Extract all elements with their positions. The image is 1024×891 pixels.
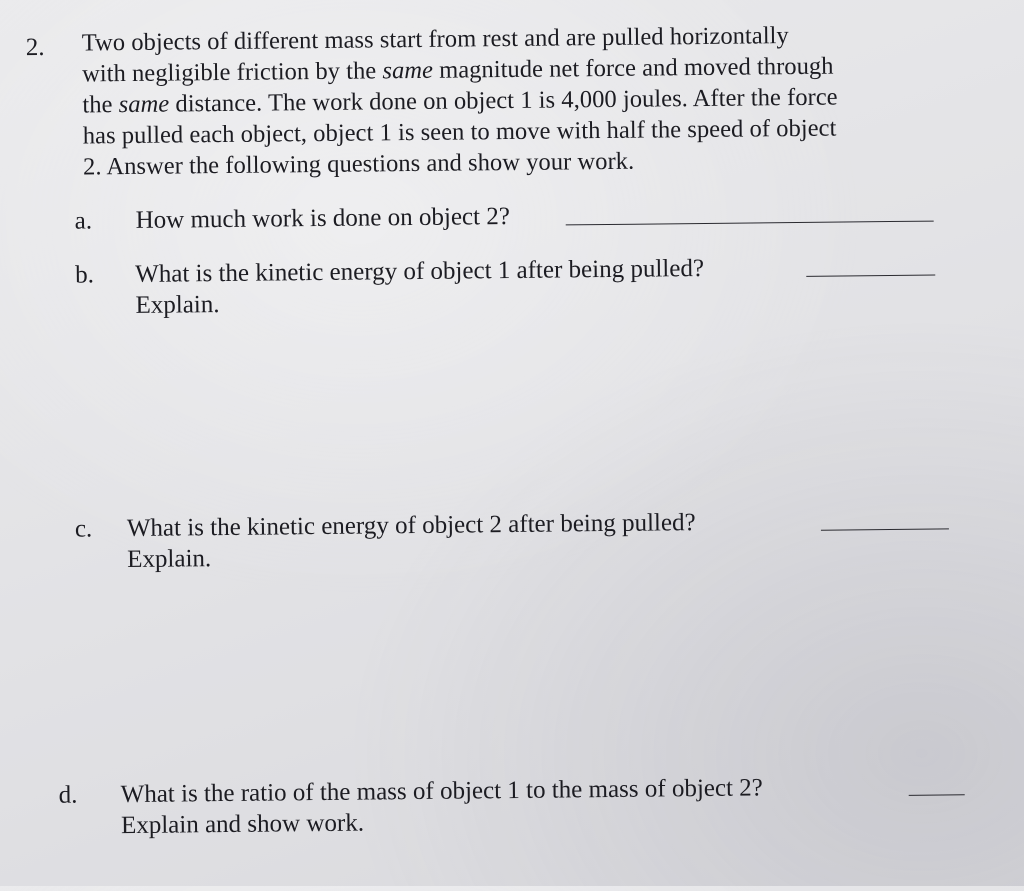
part-c-answer-blank[interactable] xyxy=(821,528,949,530)
part-d-instruction: Explain and show work. xyxy=(120,809,365,840)
part-a-answer-blank[interactable] xyxy=(566,221,934,226)
part-c-question: What is the kinetic energy of object 2 after being pulled? xyxy=(126,509,696,543)
stem-line-4: has pulled each object, object 1 is seen to move with half the speed of object xyxy=(82,114,837,150)
part-d-answer-blank[interactable] xyxy=(909,794,965,796)
emphasis-same: same xyxy=(118,90,170,119)
part-d-letter: d. xyxy=(58,781,78,809)
part-d-question: What is the ratio of the mass of object 1 to the mass of object 2? xyxy=(120,774,763,809)
stem-line-1: Two objects of different mass start from rest and are pulled horizontally xyxy=(81,22,789,57)
part-a-question: How much work is done on object 2? xyxy=(135,203,511,234)
part-b-instruction: Explain. xyxy=(135,291,220,319)
question-number: 2. xyxy=(25,33,45,62)
part-c-letter: c. xyxy=(74,515,93,543)
stem-text: with negligible friction by the xyxy=(81,57,383,88)
part-b-question: What is the kinetic energy of object 1 after being pulled? xyxy=(135,254,705,288)
stem-line-5: 2. Answer the following questions and show your work. xyxy=(82,147,635,181)
part-b-letter: b. xyxy=(75,261,95,289)
question-stem xyxy=(82,18,944,182)
emphasis-same: same xyxy=(382,56,434,85)
part-a-letter: a. xyxy=(74,207,93,235)
stem-text: distance. The work done on object 1 is 4,000 joules. After the force xyxy=(169,83,838,118)
part-b-answer-blank[interactable] xyxy=(806,275,935,277)
stem-text: magnitude net force and moved through xyxy=(432,52,834,84)
stem-text: the xyxy=(82,91,119,119)
part-c-instruction: Explain. xyxy=(127,545,212,574)
